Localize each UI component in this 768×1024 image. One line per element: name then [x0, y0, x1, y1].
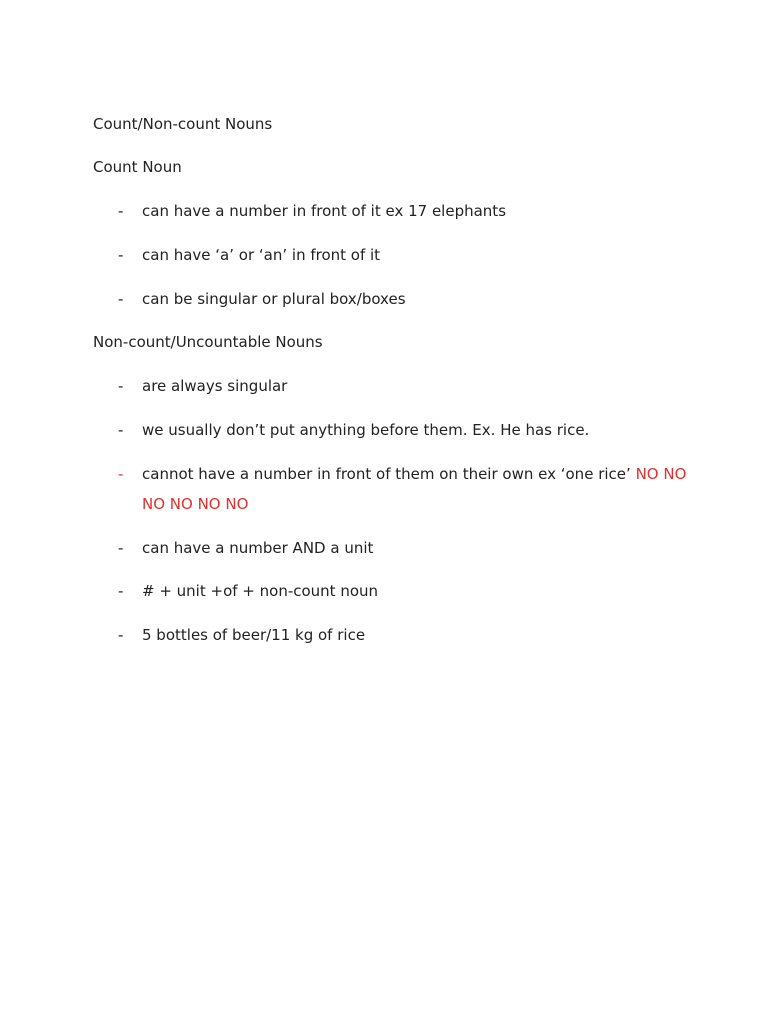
- document-title: Count/Non-count Nouns: [93, 115, 273, 133]
- bullet-marker: -: [118, 626, 124, 644]
- bullet-item: 5 bottles of beer/11 kg of rice: [142, 626, 366, 644]
- bullet-item-emphasis: [142, 465, 686, 483]
- emphasis-no-text: NO NO: [635, 465, 687, 483]
- bullet-item: can be singular or plural box/boxes: [142, 290, 406, 308]
- bullet-marker: -: [118, 202, 124, 220]
- bullet-marker-emphasis: -: [118, 465, 124, 483]
- bullet-item: # + unit +of + non-count noun: [142, 582, 379, 600]
- bullet-item: we usually don’t put anything before them. Ex. He has rice.: [142, 421, 590, 439]
- emphasis-no-text-continued: NO NO NO NO: [142, 495, 249, 513]
- bullet-marker: -: [118, 377, 124, 395]
- bullet-marker: -: [118, 421, 124, 439]
- bullet-item: can have a number AND a unit: [142, 539, 374, 557]
- bullet-item: are always singular: [142, 377, 288, 395]
- bullet-item: can have a number in front of it ex 17 elephants: [142, 202, 507, 220]
- bullet-item: can have ‘a’ or ‘an’ in front of it: [142, 246, 381, 264]
- bullet-marker: -: [118, 290, 124, 308]
- section-heading-count-noun: Count Noun: [93, 158, 182, 176]
- bullet-marker: -: [118, 246, 124, 264]
- bullet-item-text: cannot have a number in front of them on their own ex ‘one rice’: [142, 465, 631, 483]
- bullet-marker: -: [118, 539, 124, 557]
- section-heading-non-count: Non-count/Uncountable Nouns: [93, 333, 323, 351]
- bullet-marker: -: [118, 582, 124, 600]
